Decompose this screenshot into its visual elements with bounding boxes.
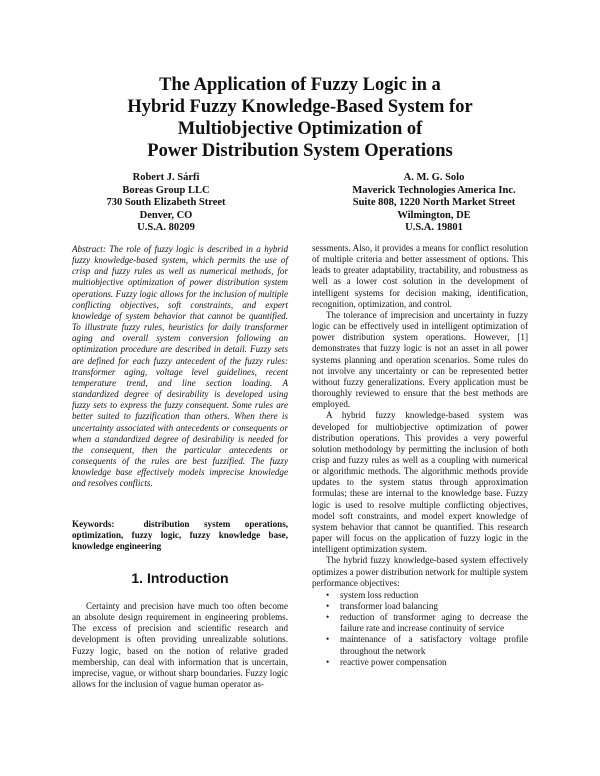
author-name: A. M. G. Solo — [403, 172, 465, 183]
keywords-label: Keywords: — [72, 519, 115, 529]
author-name: Robert J. Sárfi — [132, 172, 200, 183]
title-line: Power Distribution System Operations — [147, 141, 453, 161]
abstract: Abstract: The role of fuzzy logic is described in a hybrid fuzzy knowledge-based system, which permits the use of crisp and fuzzy rules as well as numerical methods, for multiobjective optimization of power distribution system operations. Fuzzy logic allows for the inclusion of multiple conflicting objectives, soft constraints, and expert knowledge of system behavior that cannot be quantified. To illustrate fuzzy rules, heuristics for daily transformer aging and overall system conversion following an optimization procedure are described in detail. Fuzzy sets are defined for each fuzzy antecedent of the fuzzy rules: transformer aging, voltage level guidelines, recent temperature trend, and line section loading. A standardized degree of desirability is developed using fuzzy sets to express the fuzzy consequent. Some rules are better suited to fuzzification than others. When there is uncertainty associated with antecedents or consequents or when a standardized degree of desirability is needed for the consequent, then the particular antecedents or consequents of the rules are best fuzzified. The fuzzy knowledge base effectively models imprecise knowledge and resolves conflicts. — [72, 244, 288, 489]
keywords-text: distribution system operations, optimization, fuzzy logic, fuzzy knowledge base, knowledge engineering — [72, 519, 289, 552]
list-item: • reduction of transformer aging to decrease the failure rate and increase continuity of service — [340, 612, 528, 634]
author-org: Boreas Group LLC — [122, 184, 210, 196]
body-paragraph: A hybrid fuzzy knowledge-based system was developed for multiobjective optimization of power distribution operations. This provides a very powerful solution methodology by permitting the inclusion of both crisp and fuzzy rules as well as a coupling with numerical or algorithmic methods. The algorithmic methods provide updates to the system status through approximation formulas; these are internal to the knowledge base. Fuzzy logic is used to resolve multiple conflicting objectives, model soft constraints, and model expert knowledge of system behavior that cannot be quantified. This research paper will focus on the application of fuzzy logic in the intelligent optimization system. — [312, 410, 528, 555]
author-block-1 — [46, 172, 286, 235]
title-line: Hybrid Fuzzy Knowledge-Based System for — [127, 97, 473, 117]
list-item: • system loss reduction — [340, 590, 528, 601]
body-paragraph: Certainty and precision have much too often become an absolute design requirement in engineering problems. The excess of precision and scientific research and development is often providing unrealizable solutions. Fuzzy logic, based on the notion of relative graded membership, can deal with information that is uncertain, imprecise, vague, or without sharp boundaries. Fuzzy logic allows for the inclusion of vague human operator as- — [72, 601, 288, 690]
author-city: Denver, CO — [139, 209, 193, 221]
author-block-2 — [314, 172, 554, 235]
list-item: • maintenance of a satisfactory voltage profile throughout the network — [340, 634, 528, 656]
author-zip: U.S.A. 19801 — [405, 222, 463, 233]
author-zip: U.S.A. 80209 — [137, 222, 195, 233]
section-heading: 1. Introduction — [131, 570, 229, 586]
list-item: • transformer load balancing — [340, 601, 528, 612]
title-line: Multiobjective Optimization of — [177, 119, 423, 139]
keywords — [72, 519, 288, 552]
author-address: 730 South Elizabeth Street — [106, 197, 226, 208]
body-paragraph: The tolerance of imprecision and uncertainty in fuzzy logic can be effectively used in intelligent optimization of power distribution system operations. However, [1] demonstrates that fuzzy logic is not an asset in all power systems planning and operation scenarios. Some rules do not involve any uncertainty or can be represented better without fuzzy generalizations. Every application must be thoroughly reviewed to ensure that the best methods are employed. — [312, 309, 528, 410]
list-item: • reactive power compensation — [340, 657, 528, 668]
author-address: Suite 808, 1220 North Market Street — [352, 197, 516, 208]
objectives-list — [312, 590, 528, 668]
title-line: The Application of Fuzzy Logic in a — [159, 75, 441, 95]
author-org: Maverick Technologies America Inc. — [352, 184, 516, 196]
body-paragraph: sessments. Also, it provides a means for conflict resolution of multiple criteria and better assessment of options. This leads to greater adaptability, tractability, and robustness as well as a lower cost solution in the development of intelligent systems for decision making, identification, recognition, optimization, and control. — [312, 243, 528, 309]
body-paragraph: The hybrid fuzzy knowledge-based system effectively optimizes a power distribution network for multiple system performance objectives: — [312, 555, 528, 588]
author-city: Wilmington, DE — [397, 209, 471, 221]
right-column — [312, 243, 528, 668]
paper-title — [60, 74, 540, 162]
intro-paragraph — [72, 601, 288, 690]
